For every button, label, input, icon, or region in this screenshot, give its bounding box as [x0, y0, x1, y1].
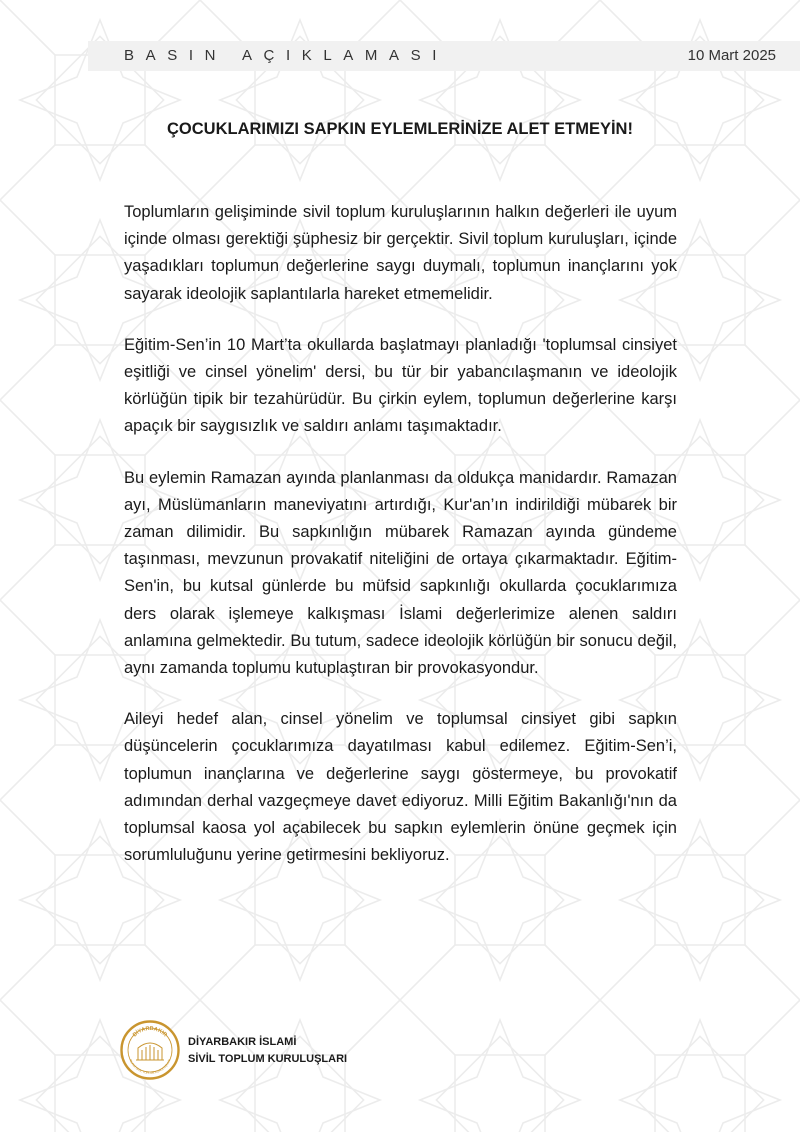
organization-name-line2: SİVİL TOPLUM KURULUŞLARI — [188, 1053, 348, 1065]
organization-logo-icon — [120, 1020, 180, 1080]
paragraph-4: Aileyi hedef alan, cinsel yönelim ve toplumsal cinsiyet gibi sapkın düşüncelerin çocuklarımıza dayatılması kabul edilemez. Eğitim-Sen’i, toplumun inançlarına ve değerlerine saygı göstermeye, bu provokatif adımından derhal vazgeçmeye davet ediyoruz. Milli Eğitim Bakanlığı'nın da toplumsal kaosa yol açabilecek bu sapkın eylemlerin önüne geçmek için sorumluluğunu yerine getirmesini bekliyoruz. — [124, 710, 677, 865]
paragraph-1: Toplumların gelişiminde sivil toplum kuruluşlarının halkın değerleri ile uyum içinde olması gerektiği şüphesiz bir gerçektir. Sivil toplum kuruluşları, içinde yaşadıkları toplumun değerlerine saygı duymalı, toplumun inançlarını yok sayarak ideolojik saplantılarla hareket etmemelidir. — [124, 203, 677, 303]
logo-text-top: DİYARBAKIR — [132, 1025, 168, 1039]
logo-text-bottom: İSLAMİ SİVİL TOPLUM KURULUŞLARI — [128, 1058, 172, 1076]
header-title: BASIN AÇIKLAMASI — [124, 47, 448, 64]
paragraph-2: Eğitim-Sen’in 10 Mart’ta okullarda başlatmayı planladığı 'toplumsal cinsiyet eşitliği ve cinsel yönelim' dersi, bu tür bir yabancılaşmanın ve ideolojik körlüğün tipik bir tezahürüdür. Bu çirkin eylem, toplumun değerlerine karşı apaçık bir saygısızlık ve saldırı anlamı taşımaktadır. — [124, 335, 677, 436]
statement-body — [124, 199, 677, 869]
organization-name-line1: DİYARBAKIR İSLAMİ — [188, 1036, 297, 1048]
organization-name — [188, 1034, 347, 1068]
paragraph-3: Bu eylemin Ramazan ayında planlanması da oldukça manidardır. Ramazan ayı, Müslümanların maneviyatını artırdığı, Kur'an’ın indirildiği mübarek bir zaman dilimidir. Bu sapkınlığın mübarek Ramazan ayında gündeme taşınması, mevzunun provakatif niteliğini de ortaya çıkarmaktadır. Eğitim-Sen'in, bu kutsal günlerde bu müfsid sapkınlığı okullarda çocuklarımıza ders olarak işlemeye kalkışması İslami değerlerimize alenen saldırı anlamına gelmektedir. Bu tutum, sadece ideolojik körlüğün bir sonucu değil, aynı zamanda toplumu kutuplaştıran bir provokasyondur. — [124, 468, 677, 678]
headline: ÇOCUKLARIMIZI SAPKIN EYLEMLERİNİZE ALET ETMEYİN! — [167, 120, 633, 138]
header-date: 10 Mart 2025 — [687, 47, 776, 64]
